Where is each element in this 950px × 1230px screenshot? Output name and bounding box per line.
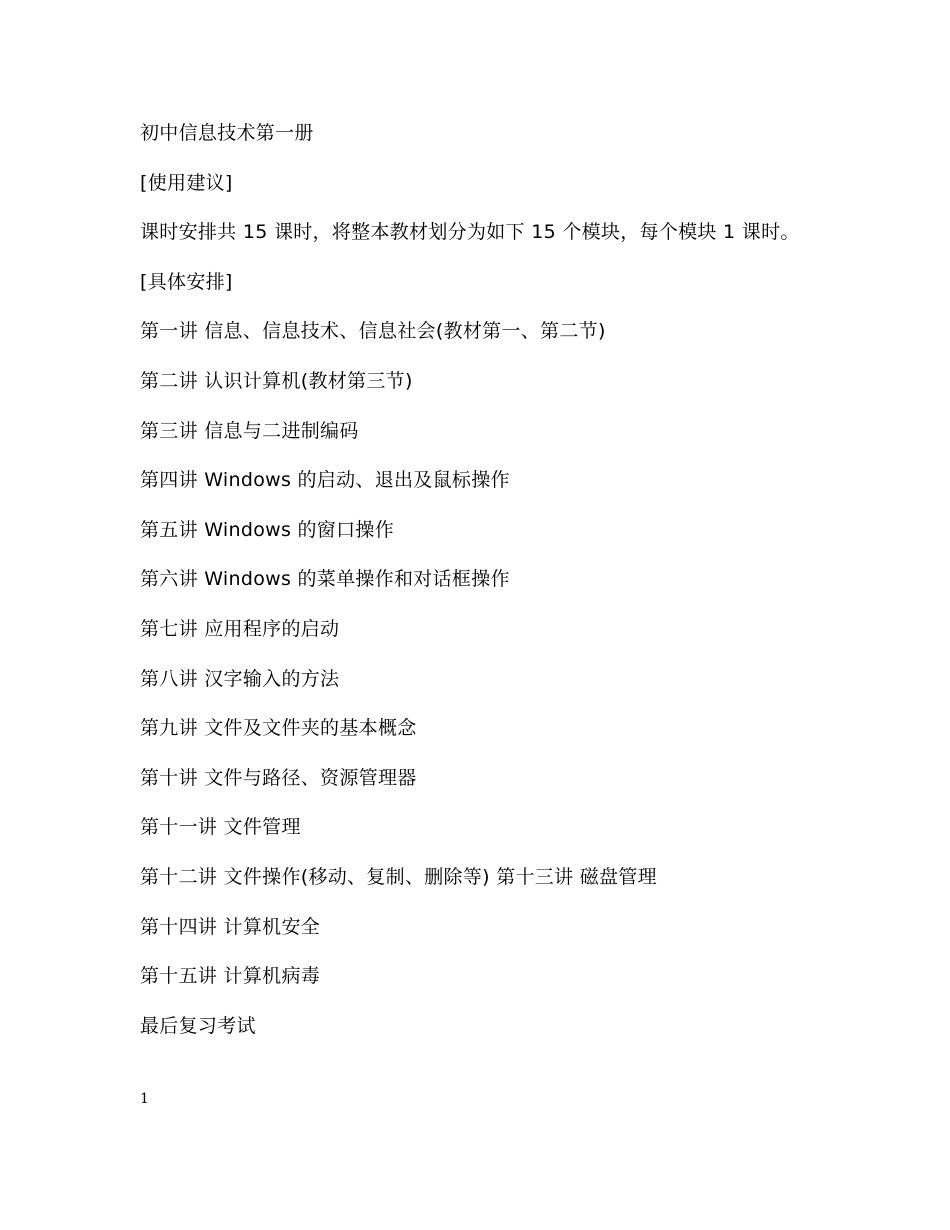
document-title: 初中信息技术第一册 [140, 122, 314, 144]
lecture-item: 第十一讲 文件管理 [140, 816, 301, 839]
closing-line: 最后复习考试 [140, 1014, 256, 1037]
lecture-item: 第十四讲 计算机安全 [140, 915, 321, 938]
lecture-item: 第十讲 文件与路径、资源管理器 [140, 766, 417, 789]
lecture-item: 第六讲 Windows 的菜单操作和对话框操作 [140, 568, 510, 591]
usage-heading: [使用建议] [140, 171, 233, 194]
lecture-item: 第三讲 信息与二进制编码 [140, 419, 359, 442]
lecture-item: 第四讲 Windows 的启动、退出及鼠标操作 [140, 469, 510, 492]
page-number: 1 [140, 1091, 149, 1107]
lecture-item: 第八讲 汉字输入的方法 [140, 667, 340, 690]
lecture-item: 第十五讲 计算机病毒 [140, 965, 321, 988]
lecture-item: 第十二讲 文件操作(移动、复制、删除等) 第十三讲 磁盘管理 [140, 865, 657, 888]
schedule-heading: [具体安排] [140, 270, 233, 293]
document-body [140, 118, 810, 1060]
usage-text: 课时安排共 15 课时，将整本教材划分为如下 15 个模块，每个模块 1 课时。 [140, 221, 800, 244]
lecture-item: 第七讲 应用程序的启动 [140, 617, 340, 640]
lecture-item: 第九讲 文件及文件夹的基本概念 [140, 717, 417, 740]
lecture-item: 第五讲 Windows 的窗口操作 [140, 518, 394, 541]
lecture-item: 第二讲 认识计算机(教材第三节) [140, 369, 413, 392]
lecture-item: 第一讲 信息、信息技术、信息社会(教材第一、第二节) [140, 320, 606, 343]
